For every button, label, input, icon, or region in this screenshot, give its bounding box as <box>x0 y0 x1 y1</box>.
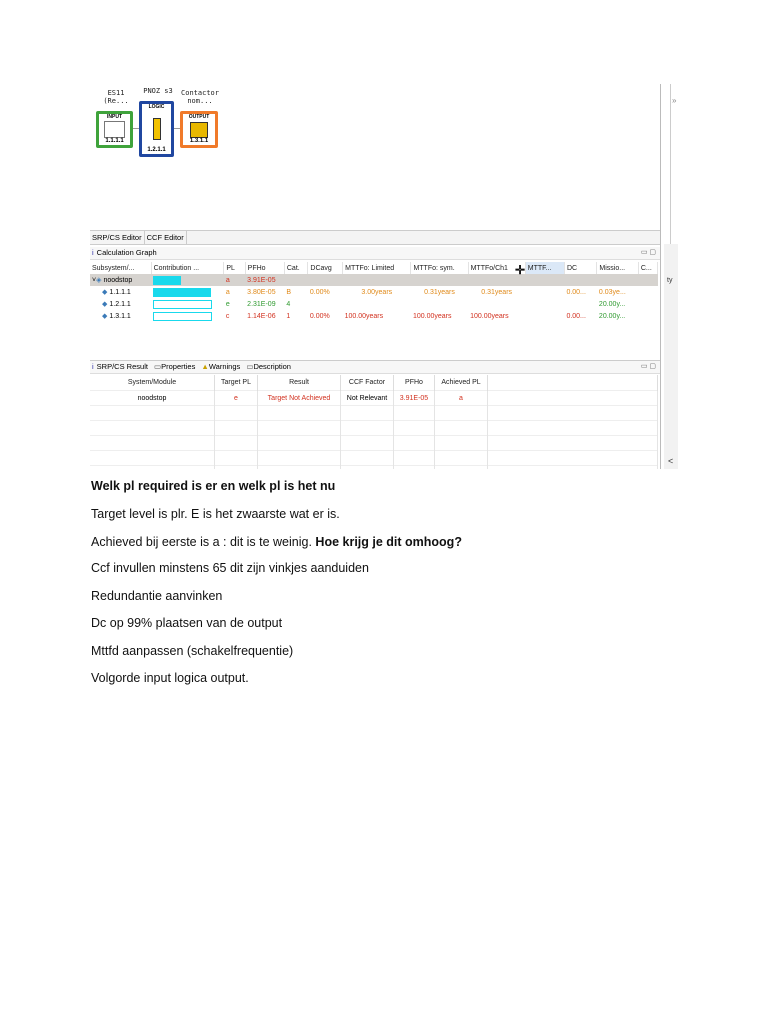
table-row <box>90 466 658 470</box>
col-header[interactable]: PFHo <box>394 375 435 391</box>
block-num-output: 1.3.1.1 <box>189 138 209 144</box>
cell-dc: 0.00... <box>566 288 586 296</box>
cell-mttf-limited: 3.00years <box>361 288 393 296</box>
col-header[interactable]: Contribution ... <box>151 262 224 274</box>
description-icon: ▭ <box>246 362 254 371</box>
col-header[interactable]: PL <box>224 262 245 274</box>
cell-mttf-sym: 100.00years <box>412 312 452 320</box>
tab-warnings[interactable]: Warnings <box>208 362 241 371</box>
col-header[interactable]: PFHo <box>245 262 284 274</box>
col-header[interactable]: System/Module <box>90 375 215 391</box>
col-header[interactable]: Target PL <box>215 375 258 391</box>
note-text: Achieved bij eerste is a : dit is te weinig. <box>91 535 312 549</box>
output-block[interactable] <box>180 111 218 148</box>
block-title-logic: PNOZ s3 <box>143 87 173 95</box>
cell-cat: B <box>286 288 292 296</box>
subsystem-icon: ◈ <box>96 277 102 284</box>
calc-graph-table <box>90 262 658 322</box>
cell-target-pl: e <box>215 391 258 406</box>
contribution-bar <box>153 300 212 309</box>
cell-result: Target Not Achieved <box>258 391 341 406</box>
expand-icon[interactable]: ˅ <box>92 277 97 284</box>
col-header[interactable]: MTTFo: Limited <box>343 262 411 274</box>
block-cap-output: OUTPUT <box>188 114 210 120</box>
table-row <box>90 421 658 436</box>
result-header-row <box>90 375 658 391</box>
properties-icon: ▭ <box>154 362 162 371</box>
block-num-logic: 1.2.1.1 <box>147 147 166 153</box>
side-collapse-icon[interactable]: < <box>668 456 674 466</box>
calc-graph-title: Calculation Graph <box>96 248 157 257</box>
side-scroll-icon[interactable]: » <box>672 96 677 105</box>
cell-pl: c <box>225 312 230 320</box>
calc-graph-header-row <box>90 262 658 274</box>
table-row[interactable] <box>90 298 658 310</box>
block-num-input: 1.1.1.1 <box>105 138 124 144</box>
cell-mission: 0.03ye... <box>598 288 626 296</box>
subsystem-icon: ◆ <box>102 301 108 308</box>
tab-ccf-editor[interactable]: CCF Editor <box>145 231 187 244</box>
cell-pfh: 2.31E-09 <box>247 300 276 308</box>
col-header[interactable]: Cat. <box>284 262 308 274</box>
minimize-maximize-icons[interactable]: ▭ ▢ <box>640 249 656 256</box>
row-name: 1.1.1.1 <box>109 289 131 296</box>
note-line: Volgorde input logica output. <box>91 671 249 685</box>
col-header[interactable]: DC <box>564 262 596 274</box>
side-panel-label: ty <box>667 277 673 284</box>
warning-icon: ▲ <box>201 362 209 371</box>
note-question: Hoe krijg je dit omhoog? <box>311 535 462 549</box>
note-line: Dc op 99% plaatsen van de output <box>91 616 283 630</box>
contactor-icon <box>190 122 208 138</box>
cell-mission: 20.00y... <box>598 312 626 320</box>
cell-achieved-pl: a <box>435 391 488 406</box>
block-cap-input: INPUT <box>107 114 122 120</box>
input-device-icon <box>104 121 125 138</box>
col-header[interactable]: C... <box>638 262 657 274</box>
result-tabs <box>90 360 660 374</box>
col-header[interactable]: MTTF... <box>525 262 564 274</box>
cell-dcavg: 0.00% <box>309 288 330 296</box>
cell-ccf: Not Relevant <box>341 391 394 406</box>
minimize-maximize-icons[interactable]: ▭ ▢ <box>640 363 656 370</box>
note-line: Mttfd aanpassen (schakelfrequentie) <box>91 644 294 658</box>
col-header[interactable]: MTTFo/Ch1 <box>468 262 525 274</box>
subsystem-icon: ◆ <box>102 289 108 296</box>
row-name: 1.2.1.1 <box>109 301 131 308</box>
col-header[interactable]: Result <box>258 375 341 391</box>
table-row[interactable] <box>90 310 658 322</box>
cell-pfh: 1.14E-06 <box>247 312 276 320</box>
block-cap-logic: LOGIC <box>148 104 165 110</box>
cell-mission: 20.00y... <box>598 300 626 308</box>
cell-pl: e <box>225 300 230 308</box>
table-row[interactable] <box>90 391 658 406</box>
cell-pfh: 3.91E-05 <box>245 274 284 286</box>
row-name: 1.3.1.1 <box>109 313 131 320</box>
cell-pfh: 3.91E-05 <box>394 391 435 406</box>
block-title-output: Contactor nom... <box>181 89 219 105</box>
note-line: Target level is plr. E is het zwaarste wat er is. <box>91 507 340 521</box>
panel-divider <box>660 84 661 469</box>
contribution-bar <box>153 288 211 297</box>
table-row <box>90 406 658 421</box>
question-heading: Welk pl required is er en welk pl is het nu <box>91 479 336 493</box>
tab-srpcs-result[interactable]: SRP/CS Result <box>96 362 148 371</box>
cell-pfh: 3.80E-05 <box>247 288 276 296</box>
tab-properties[interactable]: Properties <box>161 362 196 371</box>
software-screenshot <box>90 84 678 469</box>
note-line: Ccf invullen minstens 65 dit zijn vinkjes aanduiden <box>91 561 369 575</box>
table-row[interactable] <box>90 286 658 298</box>
cell-pl: a <box>224 274 245 286</box>
cell-mttf-ch1: 0.31years <box>481 288 513 296</box>
cell-cat: 4 <box>286 300 291 308</box>
subsystem-icon: ◆ <box>102 313 108 320</box>
result-table <box>90 375 658 469</box>
note-line: Redundantie aanvinken <box>91 589 223 603</box>
col-header[interactable]: Achieved PL <box>435 375 488 391</box>
row-name: noodstop <box>103 277 133 284</box>
cell-pl: a <box>225 288 230 296</box>
calc-graph-header <box>90 247 660 260</box>
col-header[interactable]: CCF Factor <box>341 375 394 391</box>
cell-dc: 0.00... <box>566 312 586 320</box>
tab-description[interactable]: Description <box>253 362 291 371</box>
info-icon: i <box>92 362 94 371</box>
table-row <box>90 436 658 451</box>
table-row <box>90 451 658 466</box>
cell-mttf-sym: 0.31years <box>424 288 455 296</box>
resize-cursor-icon: ✛ <box>515 263 526 277</box>
block-title-input: ES11 (Re... <box>103 89 129 105</box>
table-row[interactable] <box>90 274 658 286</box>
cell-cat: 1 <box>286 312 291 320</box>
cell-module: noodstop <box>90 391 215 406</box>
tab-srpcs-editor[interactable]: SRP/CS Editor <box>90 231 145 244</box>
cell-mttf-ch1: 100.00years <box>470 312 509 320</box>
col-header[interactable]: Subsystem/... <box>90 262 151 274</box>
col-header[interactable]: Missio... <box>597 262 638 274</box>
logic-block[interactable] <box>139 101 174 157</box>
contribution-bar <box>153 276 181 285</box>
contribution-bar <box>153 312 212 321</box>
col-header[interactable]: DCavg <box>308 262 343 274</box>
cell-mttf-limited: 100.00years <box>344 312 384 320</box>
safety-relay-icon <box>153 118 161 140</box>
col-header[interactable]: MTTFo: sym. <box>411 262 468 274</box>
cell-dcavg: 0.00% <box>309 312 330 320</box>
editor-tabs <box>90 230 660 245</box>
block-diagram <box>90 84 660 230</box>
input-block[interactable] <box>96 111 133 148</box>
info-icon: i <box>92 248 94 257</box>
note-line <box>91 535 462 549</box>
